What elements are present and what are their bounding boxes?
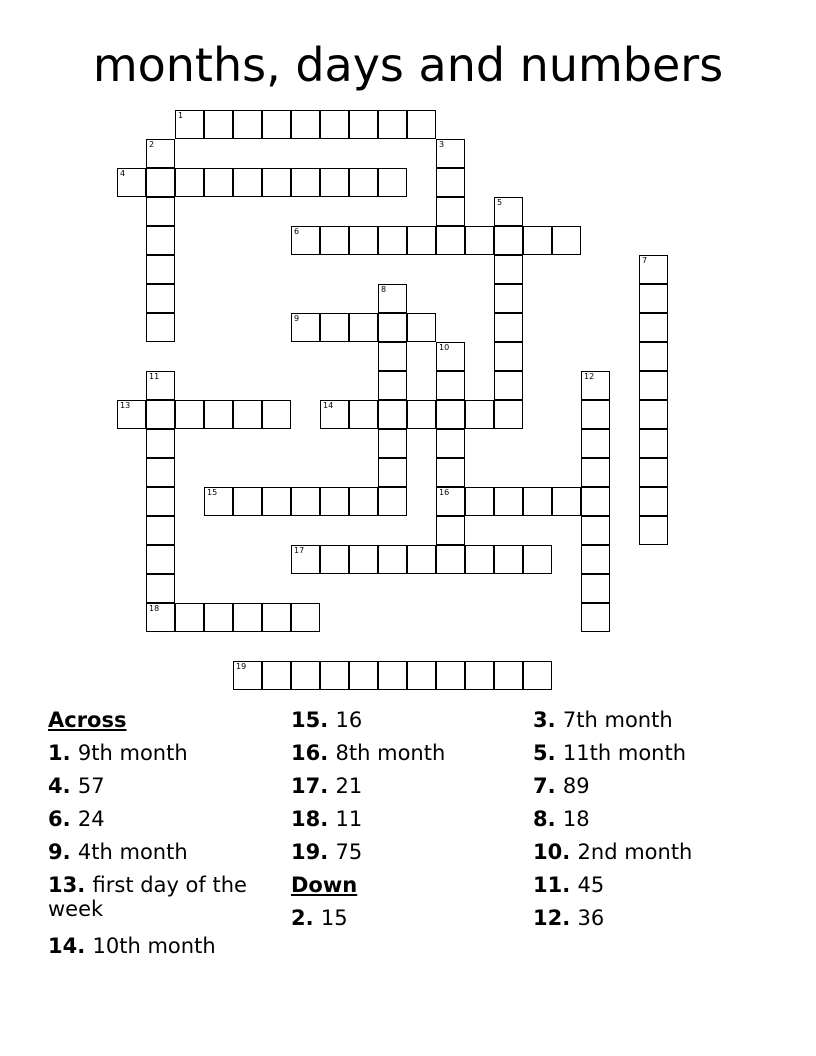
clue-number: 8: [533, 807, 548, 831]
grid-cell[interactable]: [378, 226, 407, 255]
clue-text: 75: [335, 840, 363, 864]
clue-number: 10: [533, 840, 563, 864]
grid-cell[interactable]: [639, 400, 668, 429]
clue: 4. 57: [48, 774, 105, 798]
clue-number: 17: [291, 774, 321, 798]
grid-cell[interactable]: [320, 661, 349, 690]
grid-cell[interactable]: [291, 487, 320, 516]
clue-number: 5: [533, 741, 548, 765]
grid-cell[interactable]: [204, 400, 233, 429]
grid-cell[interactable]: [175, 603, 204, 632]
clues-column-1: [48, 704, 278, 963]
clue-text: 16: [335, 708, 363, 732]
grid-cell[interactable]: [581, 458, 610, 487]
grid-cell[interactable]: [436, 661, 465, 690]
grid-cell[interactable]: [262, 110, 291, 139]
grid-cell[interactable]: [378, 429, 407, 458]
grid-cell[interactable]: [320, 226, 349, 255]
clue: 2. 15: [291, 906, 348, 930]
clue: 1. 9th month: [48, 741, 188, 765]
grid-cell[interactable]: [378, 168, 407, 197]
grid-cell[interactable]: [320, 168, 349, 197]
grid-cell[interactable]: [407, 110, 436, 139]
cell-number: 3: [439, 140, 445, 149]
clue: 8. 18: [533, 807, 590, 831]
grid-cell[interactable]: [523, 226, 552, 255]
clue-number: 19: [291, 840, 321, 864]
grid-cell[interactable]: [262, 400, 291, 429]
grid-cell[interactable]: [465, 545, 494, 574]
grid-cell[interactable]: [204, 603, 233, 632]
clues-column-2: [291, 704, 521, 935]
clue-number: 15: [291, 708, 321, 732]
clue-text: 21: [335, 774, 363, 798]
clue: 5. 11th month: [533, 741, 687, 765]
grid-cell[interactable]: [494, 342, 523, 371]
grid-cell[interactable]: [581, 429, 610, 458]
clues-column-3: [533, 704, 773, 935]
cell-number: 8: [381, 285, 387, 294]
grid-cell[interactable]: [378, 487, 407, 516]
clue: 18. 11: [291, 807, 363, 831]
clue: 19. 75: [291, 840, 363, 864]
clue-text: 18: [562, 807, 590, 831]
clue-text: 36: [577, 906, 605, 930]
grid-cell[interactable]: [233, 661, 262, 690]
grid-cell[interactable]: [146, 487, 175, 516]
cell-number: 6: [294, 227, 300, 236]
grid-cell[interactable]: [146, 429, 175, 458]
grid-cell[interactable]: [204, 487, 233, 516]
grid-cell[interactable]: [639, 255, 668, 284]
grid-cell[interactable]: [291, 603, 320, 632]
grid-cell[interactable]: [494, 487, 523, 516]
grid-cell[interactable]: [146, 574, 175, 603]
cell-number: 14: [323, 401, 334, 410]
grid-cell[interactable]: [378, 661, 407, 690]
grid-cell[interactable]: [465, 661, 494, 690]
grid-cell[interactable]: [320, 400, 349, 429]
cell-number: 5: [497, 198, 503, 207]
grid-cell[interactable]: [146, 284, 175, 313]
grid-cell[interactable]: [378, 313, 407, 342]
grid-cell[interactable]: [349, 168, 378, 197]
grid-cell[interactable]: [494, 226, 523, 255]
grid-cell[interactable]: [117, 168, 146, 197]
grid-cell[interactable]: [407, 313, 436, 342]
cell-number: 11: [149, 372, 160, 381]
grid-cell[interactable]: [494, 661, 523, 690]
clue-text: 11: [335, 807, 363, 831]
grid-cell[interactable]: [320, 487, 349, 516]
clue: 16. 8th month: [291, 741, 446, 765]
grid-cell[interactable]: [581, 603, 610, 632]
grid-cell[interactable]: [378, 110, 407, 139]
cell-number: 10: [439, 343, 450, 352]
cell-number: 18: [149, 604, 160, 613]
clue: 17. 21: [291, 774, 363, 798]
cell-number: 2: [149, 140, 155, 149]
grid-cell[interactable]: [262, 661, 291, 690]
cell-number: 12: [584, 372, 595, 381]
clue-number: 18: [291, 807, 321, 831]
grid-cell[interactable]: [291, 110, 320, 139]
grid-cell[interactable]: [639, 487, 668, 516]
grid-cell[interactable]: [465, 400, 494, 429]
clue-text: 15: [320, 906, 348, 930]
grid-cell[interactable]: [407, 226, 436, 255]
clue-text: 8th month: [335, 741, 446, 765]
clue-text: 2nd month: [577, 840, 693, 864]
grid-cell[interactable]: [320, 545, 349, 574]
cell-number: 9: [294, 314, 300, 323]
grid-cell[interactable]: [146, 139, 175, 168]
cell-number: 17: [294, 546, 305, 555]
cell-number: 16: [439, 488, 450, 497]
grid-cell[interactable]: [291, 313, 320, 342]
grid-cell[interactable]: [523, 487, 552, 516]
grid-cell[interactable]: [262, 603, 291, 632]
grid-cell[interactable]: [523, 661, 552, 690]
clue-text: 7th month: [562, 708, 673, 732]
grid-cell[interactable]: [233, 168, 262, 197]
clue-text: 45: [577, 873, 605, 897]
grid-cell[interactable]: [378, 342, 407, 371]
clue: 7. 89: [533, 774, 590, 798]
across-heading: Across: [48, 708, 127, 732]
grid-cell[interactable]: [262, 487, 291, 516]
grid-cell[interactable]: [436, 139, 465, 168]
cell-number: 19: [236, 662, 247, 671]
grid-cell[interactable]: [639, 371, 668, 400]
grid-cell[interactable]: [378, 371, 407, 400]
grid-cell[interactable]: [436, 226, 465, 255]
grid-cell[interactable]: [291, 168, 320, 197]
cell-number: 13: [120, 401, 131, 410]
grid-cell[interactable]: [639, 284, 668, 313]
grid-cell[interactable]: [378, 400, 407, 429]
grid-cell[interactable]: [436, 516, 465, 545]
grid-cell[interactable]: [233, 400, 262, 429]
clue-number: 9: [48, 840, 63, 864]
cell-number: 7: [642, 256, 648, 265]
grid-cell[interactable]: [581, 516, 610, 545]
clue: 15. 16: [291, 708, 363, 732]
grid-cell[interactable]: [465, 487, 494, 516]
grid-cell[interactable]: [146, 516, 175, 545]
clue-number: 14: [48, 934, 78, 958]
clue: 14. 10th month: [48, 934, 216, 958]
grid-cell[interactable]: [639, 458, 668, 487]
clue-number: 12: [533, 906, 563, 930]
clue-text: 57: [77, 774, 105, 798]
clue: 11. 45: [533, 873, 605, 897]
grid-cell[interactable]: [349, 487, 378, 516]
clue: 3. 7th month: [533, 708, 673, 732]
grid-cell[interactable]: [494, 255, 523, 284]
grid-cell[interactable]: [146, 400, 175, 429]
clue-text: first day of the week: [48, 873, 247, 921]
clue-number: 4: [48, 774, 63, 798]
grid-cell[interactable]: [378, 284, 407, 313]
cell-number: 1: [178, 111, 184, 120]
grid-cell[interactable]: [175, 400, 204, 429]
clue: 6. 24: [48, 807, 105, 831]
grid-cell[interactable]: [146, 313, 175, 342]
grid-cell[interactable]: [349, 226, 378, 255]
grid-cell[interactable]: [581, 574, 610, 603]
grid-cell[interactable]: [146, 603, 175, 632]
down-heading: Down: [291, 873, 358, 897]
cell-number: 4: [120, 169, 126, 178]
clue-number: 7: [533, 774, 548, 798]
grid-cell[interactable]: [146, 255, 175, 284]
grid-cell[interactable]: [436, 458, 465, 487]
clue-number: 2: [291, 906, 306, 930]
grid-cell[interactable]: [407, 545, 436, 574]
grid-cell[interactable]: [436, 400, 465, 429]
grid-cell[interactable]: [262, 168, 291, 197]
clue-number: 6: [48, 807, 63, 831]
grid-cell[interactable]: [639, 429, 668, 458]
grid-cell[interactable]: [494, 197, 523, 226]
grid-cell[interactable]: [349, 110, 378, 139]
grid-cell[interactable]: [233, 603, 262, 632]
clue: 10. 2nd month: [533, 840, 693, 864]
clue: 12. 36: [533, 906, 605, 930]
grid-cell[interactable]: [175, 168, 204, 197]
grid-cell[interactable]: [175, 110, 204, 139]
grid-cell[interactable]: [523, 545, 552, 574]
clue-text: 24: [77, 807, 105, 831]
grid-cell[interactable]: [204, 168, 233, 197]
grid-cell[interactable]: [494, 284, 523, 313]
grid-cell[interactable]: [146, 197, 175, 226]
grid-cell[interactable]: [639, 313, 668, 342]
clue-text: 4th month: [77, 840, 188, 864]
grid-cell[interactable]: [407, 661, 436, 690]
clue-text: 11th month: [562, 741, 687, 765]
grid-cell[interactable]: [639, 516, 668, 545]
grid-cell[interactable]: [204, 110, 233, 139]
clue-number: 13: [48, 873, 78, 897]
grid-cell[interactable]: [581, 545, 610, 574]
clue: 13. first day of the week: [48, 873, 247, 921]
grid-cell[interactable]: [436, 429, 465, 458]
page-title: months, days and numbers: [92, 38, 724, 92]
grid-cell[interactable]: [291, 661, 320, 690]
grid-cell[interactable]: [581, 371, 610, 400]
grid-cell[interactable]: [465, 226, 494, 255]
grid-cell[interactable]: [233, 487, 262, 516]
grid-cell[interactable]: [436, 197, 465, 226]
clue-text: 10th month: [92, 934, 216, 958]
grid-cell[interactable]: [378, 458, 407, 487]
grid-cell[interactable]: [639, 342, 668, 371]
clue-text: 89: [562, 774, 590, 798]
grid-cell[interactable]: [552, 487, 581, 516]
grid-cell[interactable]: [146, 168, 175, 197]
grid-cell[interactable]: [291, 226, 320, 255]
grid-cell[interactable]: [581, 400, 610, 429]
clue-text: 9th month: [77, 741, 188, 765]
grid-cell[interactable]: [436, 487, 465, 516]
grid-cell[interactable]: [436, 342, 465, 371]
clue: 9. 4th month: [48, 840, 188, 864]
grid-cell[interactable]: [117, 400, 146, 429]
grid-cell[interactable]: [349, 400, 378, 429]
grid-cell[interactable]: [349, 661, 378, 690]
grid-cell[interactable]: [233, 110, 262, 139]
cell-number: 15: [207, 488, 218, 497]
grid-cell[interactable]: [581, 487, 610, 516]
grid-cell[interactable]: [494, 400, 523, 429]
grid-cell[interactable]: [349, 313, 378, 342]
grid-cell[interactable]: [494, 371, 523, 400]
grid-cell[interactable]: [320, 313, 349, 342]
grid-cell[interactable]: [146, 458, 175, 487]
grid-cell[interactable]: [407, 400, 436, 429]
grid-cell[interactable]: [552, 226, 581, 255]
grid-cell[interactable]: [146, 371, 175, 400]
grid-cell[interactable]: [494, 313, 523, 342]
grid-cell[interactable]: [146, 226, 175, 255]
clue-number: 1: [48, 741, 63, 765]
clue-number: 11: [533, 873, 563, 897]
grid-cell[interactable]: [349, 545, 378, 574]
grid-cell[interactable]: [291, 545, 320, 574]
grid-cell[interactable]: [320, 110, 349, 139]
clue-number: 3: [533, 708, 548, 732]
grid-cell[interactable]: [436, 545, 465, 574]
clue-number: 16: [291, 741, 321, 765]
grid-cell[interactable]: [436, 168, 465, 197]
grid-cell[interactable]: [494, 545, 523, 574]
grid-cell[interactable]: [436, 371, 465, 400]
grid-cell[interactable]: [378, 545, 407, 574]
grid-cell[interactable]: [146, 545, 175, 574]
